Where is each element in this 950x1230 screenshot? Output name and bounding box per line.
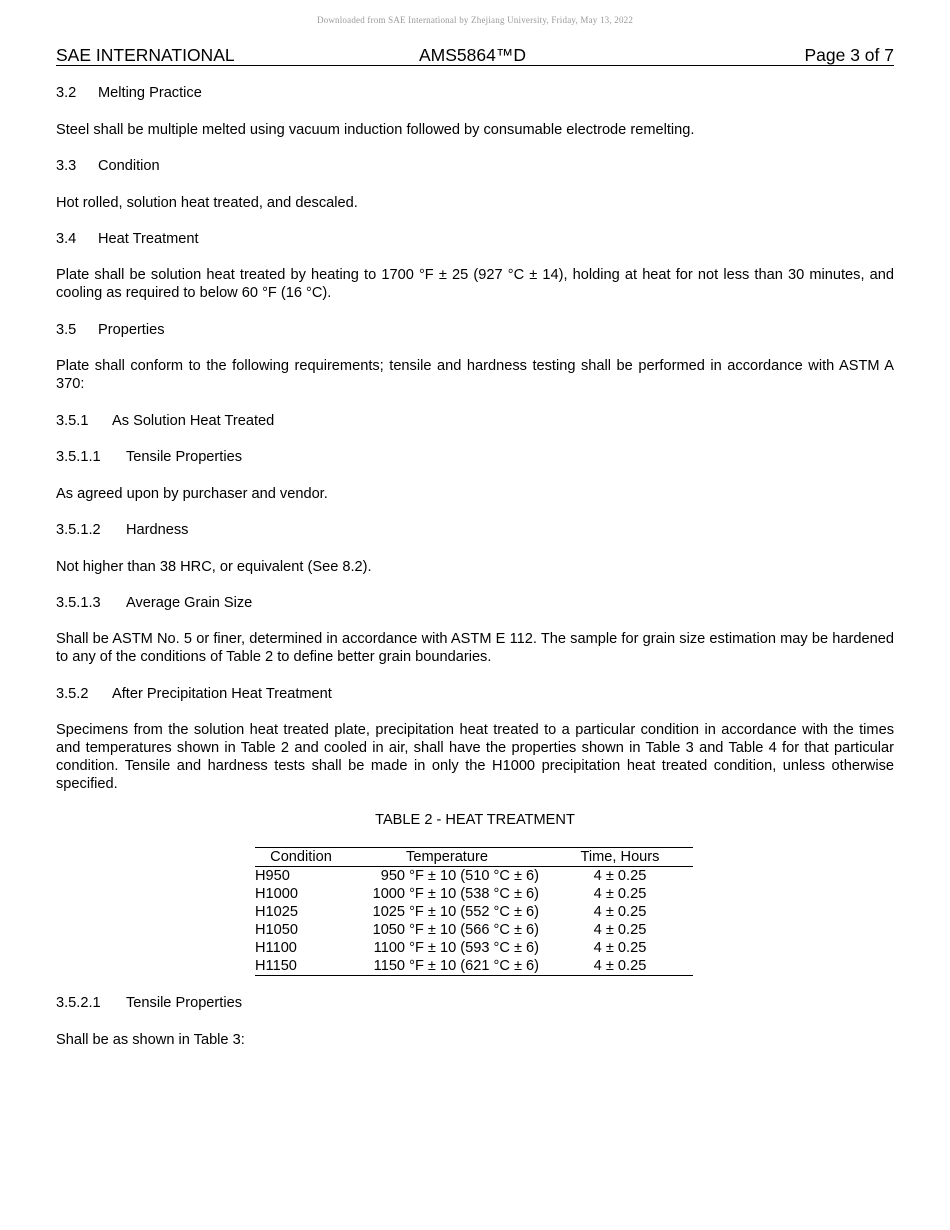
cell-condition: H950 — [255, 868, 290, 884]
section-heading-3-5-1-3 — [56, 594, 894, 612]
section-title: Properties — [98, 322, 165, 338]
cell-temperature: 1000 °F ± 10 (538 °C ± 6) — [372, 886, 539, 902]
table-row — [255, 939, 693, 957]
cell-temperature: 950 °F ± 10 (510 °C ± 6) — [380, 868, 539, 884]
table-header-row — [255, 848, 693, 867]
section-number: 3.4 — [56, 231, 77, 247]
section-number: 3.5.1.1 — [56, 449, 101, 465]
section-number: 3.5.2 — [56, 686, 89, 702]
paragraph-3-3: Hot rolled, solution heat treated, and descaled. — [56, 195, 358, 211]
paragraph-3-5-2: Specimens from the solution heat treated plate, precipitation heat treated to a particular condition in accordance with the times and temperatures shown in Table 2 and cooled in air, shall have the properties shown in Table 3 and Table 4 for that particular condition. Tensile and hardness tests shall be made in only the H1000 precipitation heat treated condition, unless otherwise specified. — [56, 722, 894, 792]
section-number: 3.5.1 — [56, 413, 89, 429]
section-title: Hardness — [126, 522, 189, 538]
section-heading-3-5-1-2 — [56, 521, 894, 539]
section-number: 3.5.2.1 — [56, 995, 101, 1011]
section-title: Heat Treatment — [98, 231, 199, 247]
section-heading-3-5-1 — [56, 412, 894, 430]
cell-time: 4 ± 0.25 — [547, 957, 693, 976]
section-heading-3-5-2 — [56, 685, 894, 703]
download-watermark: Downloaded from SAE International by Zhejiang University, Friday, May 13, 2022 — [316, 15, 634, 25]
page-header — [56, 43, 894, 66]
table-row — [255, 921, 693, 939]
cell-condition: H1025 — [255, 904, 299, 920]
paragraph-3-5: Plate shall conform to the following requirements; tensile and hardness testing shall be performed in accordance with ASTM A 370: — [56, 358, 894, 392]
paragraph-3-5-1-3: Shall be ASTM No. 5 or finer, determined in accordance with ASTM E 112. The sample for grain size estimation may be hardened to any of the conditions of Table 2 to define better grain boundaries. — [56, 631, 894, 665]
section-heading-3-5 — [56, 321, 894, 339]
paragraph-3-5-1-1: As agreed upon by purchaser and vendor. — [56, 486, 328, 502]
section-title: Tensile Properties — [126, 995, 242, 1011]
cell-condition: H1100 — [255, 940, 297, 956]
cell-temperature: 1025 °F ± 10 (552 °C ± 6) — [372, 904, 539, 920]
section-number: 3.5.1.2 — [56, 522, 101, 538]
cell-time: 4 ± 0.25 — [593, 940, 647, 956]
table-row — [255, 867, 693, 886]
section-number: 3.5 — [56, 322, 77, 338]
section-heading-3-2 — [56, 84, 894, 102]
cell-temperature: 1150 °F ± 10 (621 °C ± 6) — [347, 957, 547, 976]
section-title: As Solution Heat Treated — [112, 413, 275, 429]
table-row — [255, 885, 693, 903]
paragraph-3-5-2-1: Shall be as shown in Table 3: — [56, 1032, 245, 1048]
section-title: Melting Practice — [98, 85, 202, 101]
paragraph-3-2: Steel shall be multiple melted using vacuum induction followed by consumable electrode remelting. — [56, 122, 695, 138]
header-time-hours: Time, Hours — [547, 848, 693, 867]
header-document-number: AMS5864™D — [419, 45, 526, 65]
section-heading-3-5-2-1 — [56, 994, 894, 1012]
header-page-number: Page 3 of 7 — [804, 45, 894, 65]
header-temperature: Temperature — [347, 848, 547, 867]
cell-time: 4 ± 0.25 — [593, 886, 647, 902]
header-organization: SAE INTERNATIONAL — [56, 45, 235, 65]
cell-time: 4 ± 0.25 — [593, 922, 647, 938]
section-title: After Precipitation Heat Treatment — [112, 686, 332, 702]
section-heading-3-4 — [56, 230, 894, 248]
section-title: Tensile Properties — [126, 449, 242, 465]
table-row — [255, 957, 693, 976]
cell-time: 4 ± 0.25 — [593, 904, 647, 920]
section-title: Condition — [98, 158, 160, 174]
heat-treatment-table — [255, 847, 693, 976]
cell-time: 4 ± 0.25 — [593, 868, 647, 884]
cell-condition: H1000 — [255, 886, 299, 902]
paragraph-3-5-1-2: Not higher than 38 HRC, or equivalent (See 8.2). — [56, 559, 372, 575]
header-condition: Condition — [255, 848, 347, 867]
section-heading-3-5-1-1 — [56, 448, 894, 466]
section-number: 3.3 — [56, 158, 77, 174]
table-row — [255, 903, 693, 921]
section-number: 3.5.1.3 — [56, 595, 101, 611]
cell-temperature: 1050 °F ± 10 (566 °C ± 6) — [372, 922, 539, 938]
cell-temperature: 1100 °F ± 10 (593 °C ± 6) — [373, 940, 539, 956]
table-2-title: TABLE 2 - HEAT TREATMENT — [375, 812, 575, 828]
section-title: Average Grain Size — [126, 595, 253, 611]
cell-condition: H1150 — [255, 957, 347, 976]
section-heading-3-3 — [56, 157, 894, 175]
paragraph-3-4: Plate shall be solution heat treated by heating to 1700 °F ± 25 (927 °C ± 14), holding at heat for not less than 30 minutes, and cooling as required to below 60 °F (16 °C). — [56, 267, 894, 301]
cell-condition: H1050 — [255, 922, 299, 938]
section-number: 3.2 — [56, 85, 77, 101]
